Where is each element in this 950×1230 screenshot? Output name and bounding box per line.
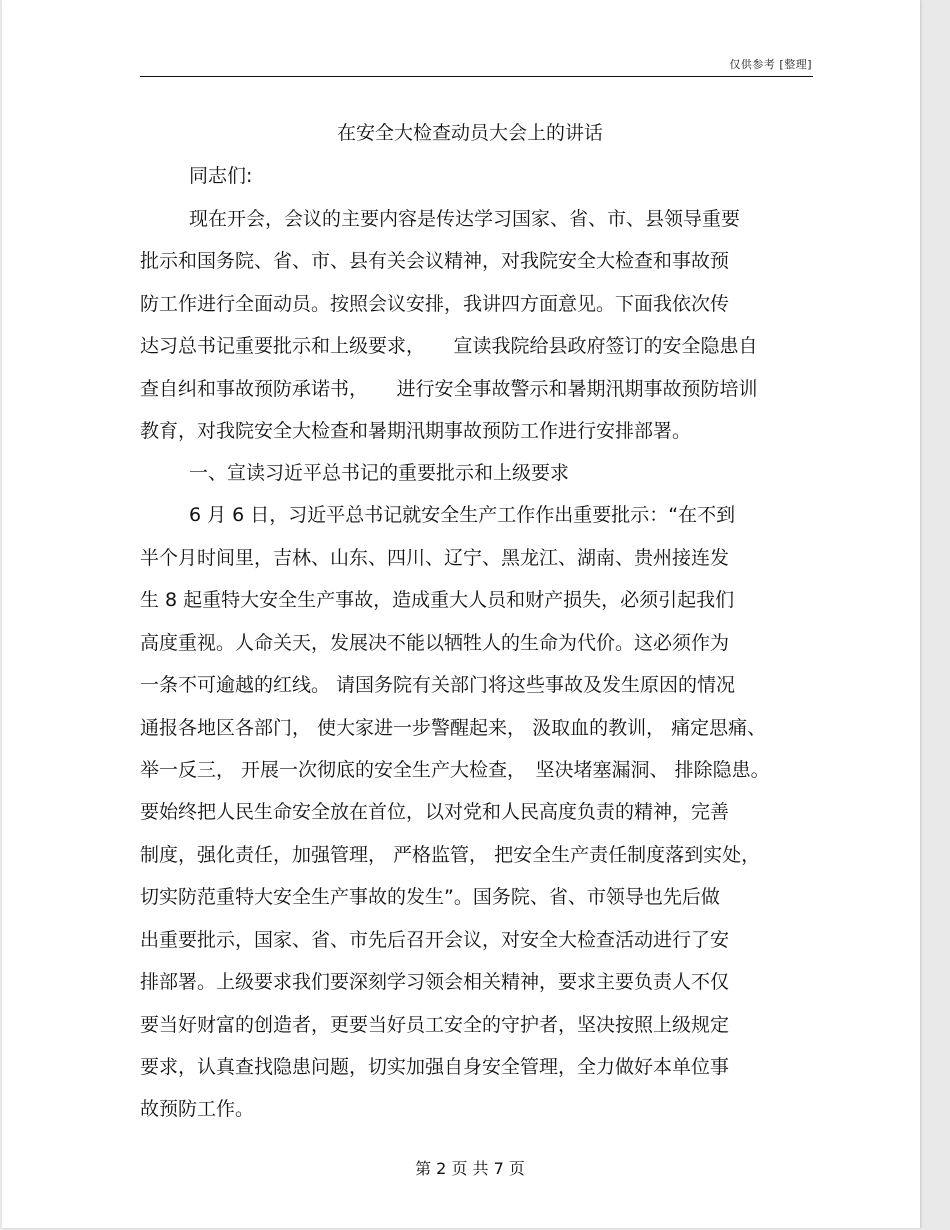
header-label: 仅供参考 [整理] bbox=[729, 58, 812, 71]
document-page bbox=[2, 0, 920, 1228]
body-line: 制度，强化责任，加强管理， 严格监管， 把安全生产责任制度落到实处， bbox=[140, 844, 761, 866]
body-line: 防工作进行全面动员。按照会议安排，我讲四方面意见。下面我依次传 bbox=[140, 293, 730, 315]
body-line: 达习总书记重要批示和上级要求， 宣读我院给县政府签订的安全隐患自 bbox=[140, 335, 758, 357]
body-line: 现在开会，会议的主要内容是传达学习国家、省、市、县领导重要 bbox=[189, 208, 741, 230]
body-line: 生 8 起重特大安全生产事故，造成重大人员和财产损失，必须引起我们 bbox=[140, 589, 735, 611]
body-line: 故预防工作。 bbox=[140, 1098, 255, 1120]
salutation: 同志们: bbox=[189, 165, 253, 187]
body-line: 要当好财富的创造者，更要当好员工安全的守护者，坚决按照上级规定 bbox=[140, 1014, 730, 1036]
body-line: 通报各地区各部门， 使大家进一步警醒起来， 汲取血的教训， 痛定思痛、 bbox=[140, 717, 767, 739]
page-number: 第 2 页 共 7 页 bbox=[415, 1159, 525, 1178]
body-line: 批示和国务院、省、市、县有关会议精神，对我院安全大检查和事故预 bbox=[140, 250, 730, 272]
body-line: 要始终把人民生命安全放在首位，以对党和人民高度负责的精神，完善 bbox=[140, 801, 730, 823]
body-line: 半个月时间里，吉林、山东、四川、辽宁、黑龙江、湖南、贵州接连发 bbox=[140, 547, 730, 569]
header-rule bbox=[140, 76, 813, 77]
body-line: 举一反三， 开展一次彻底的安全生产大检查， 坚决堵塞漏洞、 排除隐患。 bbox=[140, 759, 770, 781]
body-line: 教育，对我院安全大检查和暑期汛期事故预防工作进行安排部署。 bbox=[140, 420, 692, 442]
body-line: 一条不可逾越的红线。 请国务院有关部门将这些事故及发生原因的情况 bbox=[140, 674, 736, 696]
body-line: 出重要批示，国家、省、市先后召开会议，对安全大检查活动进行了安 bbox=[140, 929, 730, 951]
body-line: 切实防范重特大安全生产事故的发生”。国务院、省、市领导也先后做 bbox=[140, 886, 720, 908]
body-line: 查自纠和事故预防承诺书， 进行安全事故警示和暑期汛期事故预防培训 bbox=[140, 378, 758, 400]
body-line: 高度重视。人命关天，发展决不能以牺牲人的生命为代价。这必须作为 bbox=[140, 632, 730, 654]
body-line: 要求，认真查找隐患问题，切实加强自身安全管理，全力做好本单位事 bbox=[140, 1056, 730, 1078]
body-line: 排部署。上级要求我们要深刻学习领会相关精神，要求主要负责人不仅 bbox=[140, 971, 730, 993]
section-heading: 一、宣读习近平总书记的重要批示和上级要求 bbox=[189, 462, 570, 484]
body-line: 6 月 6 日，习近平总书记就安全生产工作作出重要批示：“在不到 bbox=[189, 504, 736, 526]
document-title: 在安全大检查动员大会上的讲话 bbox=[336, 122, 603, 144]
